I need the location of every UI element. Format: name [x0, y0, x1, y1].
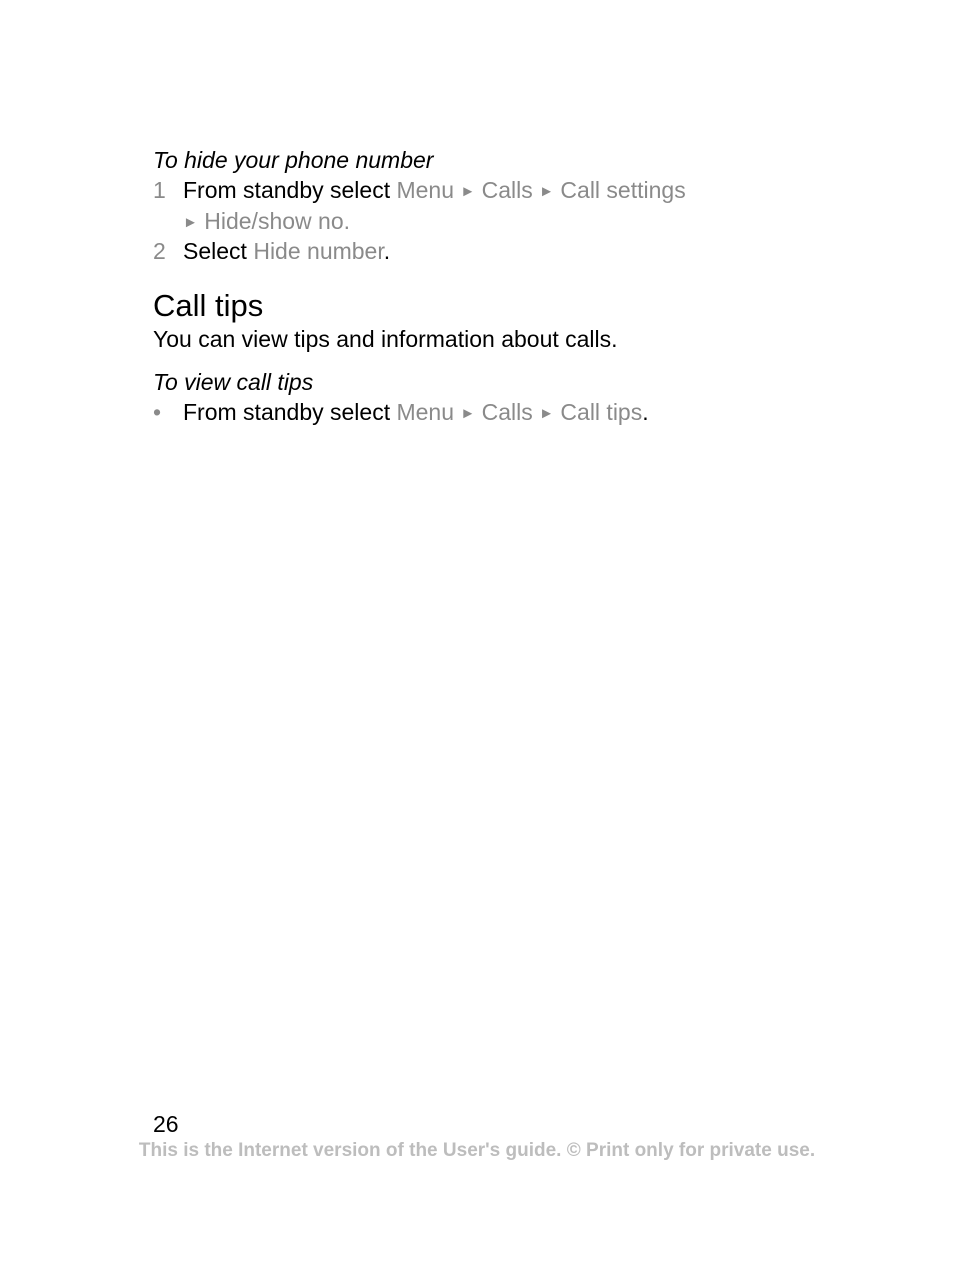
arrow-right-icon: ► [460, 183, 476, 200]
arrow-right-icon: ► [183, 213, 198, 231]
menu-item-calls: Calls [481, 177, 533, 203]
menu-item-call-settings: Call settings [560, 177, 686, 203]
step-text: Select [183, 238, 254, 264]
page-number: 26 [153, 1111, 179, 1137]
menu-item-hide-show-no: Hide/show no. [204, 207, 350, 234]
step-punctuation: . [383, 238, 391, 264]
footer-note: This is the Internet version of the User's guide. © Print only for private use. [138, 1140, 816, 1161]
bullet-step [153, 398, 793, 429]
step-punctuation: . [642, 398, 649, 425]
section-body-text: You can view tips and information about calls. [153, 325, 618, 352]
step-number: 2 [153, 238, 166, 264]
step-text: From standby select [183, 177, 397, 203]
page-content [153, 144, 793, 428]
step-text: From standby select [183, 398, 397, 425]
step-2 [153, 237, 793, 266]
section-heading-call-tips: Call tips [153, 287, 264, 323]
arrow-right-icon: ► [539, 183, 555, 200]
arrow-right-icon: ► [539, 404, 555, 422]
menu-item-menu: Menu [396, 177, 455, 203]
step-number: 1 [153, 177, 166, 203]
arrow-right-icon: ► [460, 404, 476, 422]
menu-item-calls: Calls [481, 398, 533, 425]
procedure-title-view-call-tips: To view call tips [153, 368, 314, 395]
procedure-title-hide-number: To hide your phone number [153, 147, 434, 173]
menu-item-hide-number: Hide number [253, 238, 384, 264]
step-1 [153, 176, 793, 237]
menu-item-menu: Menu [396, 398, 455, 425]
bullet-icon: • [153, 398, 162, 425]
menu-item-call-tips: Call tips [560, 398, 643, 425]
